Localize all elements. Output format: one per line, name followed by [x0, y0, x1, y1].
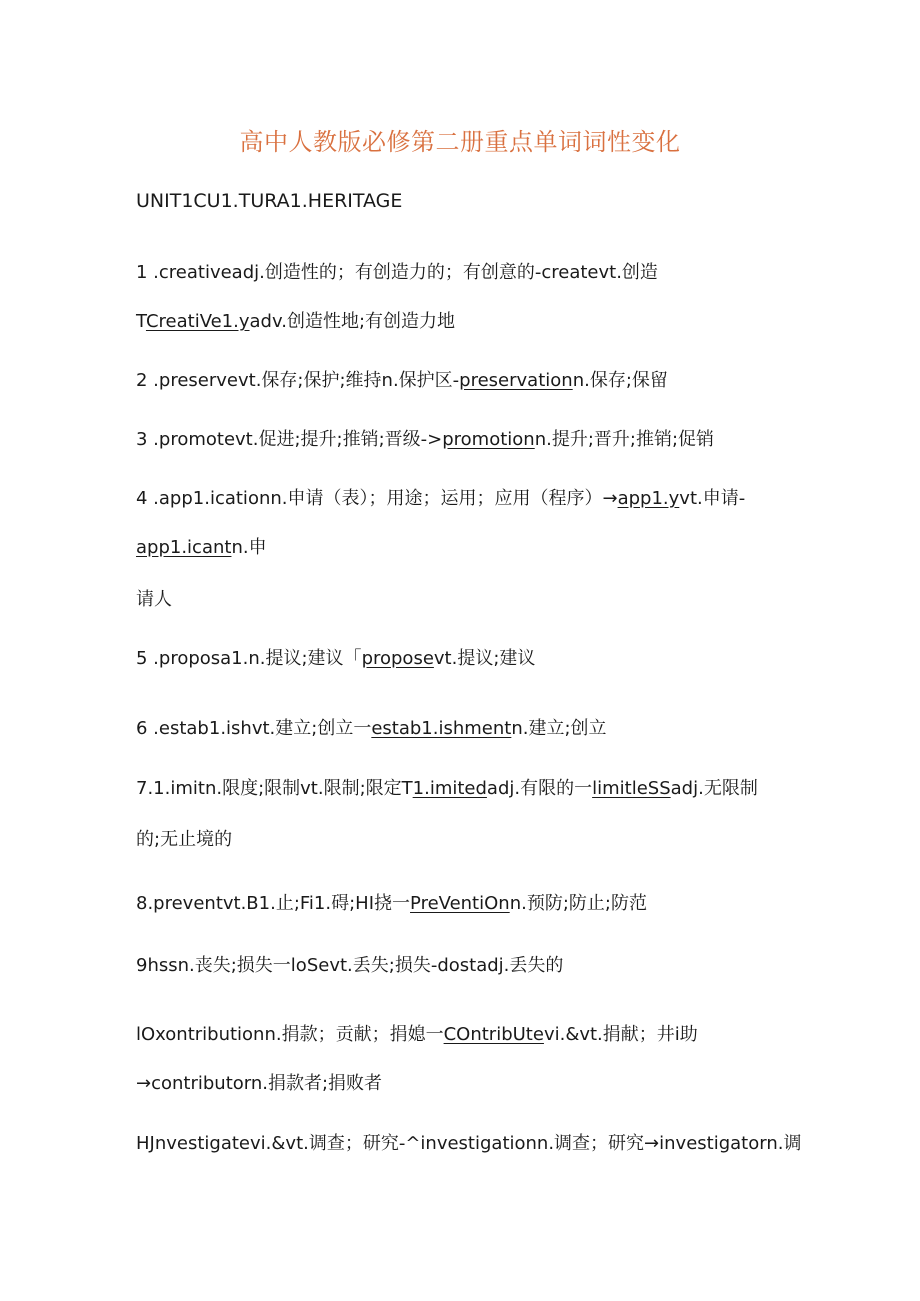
vocab-line-7a: [136, 774, 758, 800]
text-segment: 3 .promotevt.促进;提升;推销;晋级->: [136, 429, 443, 450]
text-segment: T: [136, 311, 146, 332]
vocab-line-8: [136, 889, 647, 915]
underlined-word: COntribUte: [443, 1024, 544, 1045]
text-segment: n.预防;防止;防范: [509, 893, 647, 914]
text-segment: 4 .app1.icationn.申请（表）；用途；运用；应用（程序）→: [136, 488, 618, 509]
text-segment: adj.有限的一: [486, 778, 593, 799]
underlined-word: limitleSS: [592, 778, 671, 799]
text-segment: n.提升;晋升;推销;促销: [534, 429, 715, 450]
vocab-line-7b: [136, 825, 232, 851]
text-segment: adj.无限制: [670, 778, 758, 799]
vocab-line-9: [136, 951, 563, 977]
underlined-word: PreVentiOn: [410, 893, 510, 914]
text-segment: n.申: [231, 537, 267, 558]
underlined-word: estab1.ishment: [371, 718, 512, 739]
vocab-line-1a: [136, 258, 658, 284]
text-segment: 请人: [136, 589, 172, 610]
underlined-word: propose: [361, 648, 434, 669]
text-segment: n.保存;保留: [572, 370, 668, 391]
vocab-line-6: [136, 714, 607, 740]
text-segment: lOxontributionn.捐款；贡献；捐媳一: [136, 1024, 444, 1045]
underlined-word: preservation: [459, 370, 573, 391]
unit-heading: UNIT1CU1.TURA1.HERITAGE: [136, 190, 403, 212]
text-segment: →contributorn.捐款者;捐败者: [136, 1073, 383, 1094]
text-segment: 2 .preservevt.保存;保护;维持n.保护区-: [136, 370, 460, 391]
text-segment: 5 .proposa1.n.提议;建议「: [136, 648, 362, 669]
text-segment: 的;无止境的: [136, 829, 233, 850]
document-title: 高中人教版必修第二册重点单词词性变化: [239, 128, 681, 156]
vocab-line-1b: [136, 307, 455, 333]
vocab-line-4c: [136, 585, 172, 611]
text-segment: HJnvestigatevi.&vt.调查；研究-^investigationn.调查；研究→investigatorn.调: [136, 1133, 802, 1154]
underlined-word: app1.icant: [136, 537, 232, 558]
text-segment: 1 .creativeadj.创造性的；有创造力的；有创意的-createvt.创造: [136, 262, 658, 283]
vocab-line-4a: [136, 484, 745, 510]
vocab-line-10a: [136, 1020, 698, 1046]
underlined-word: CreatiVe1.y: [145, 311, 250, 332]
text-segment: 9hssn.丧失;损失一loSevt.丢失;损失-dostadj.丢失的: [136, 955, 564, 976]
text-segment: 7.1.imitn.限度;限制vt.限制;限定T: [136, 778, 413, 799]
text-segment: vt.提议;建议: [433, 648, 536, 669]
text-segment: 8.preventvt.B1.止;Fi1.碍;HI挠一: [136, 893, 411, 914]
underlined-word: 1.imited: [412, 778, 487, 799]
vocab-line-2: [136, 366, 668, 392]
vocab-line-11: [136, 1129, 801, 1155]
underlined-word: promotion: [442, 429, 535, 450]
text-segment: n.建立;创立: [511, 718, 607, 739]
vocab-line-4b: [136, 533, 267, 559]
text-segment: vi.&vt.捐献；井i助: [543, 1024, 698, 1045]
underlined-word: app1.y: [617, 488, 680, 509]
vocab-line-10b: [136, 1069, 382, 1095]
text-segment: vt.申请-: [679, 488, 746, 509]
vocab-line-5: [136, 644, 535, 670]
vocab-line-3: [136, 425, 714, 451]
text-segment: adv.创造性地;有创造力地: [249, 311, 456, 332]
text-segment: 6 .estab1.ishvt.建立;创立一: [136, 718, 372, 739]
